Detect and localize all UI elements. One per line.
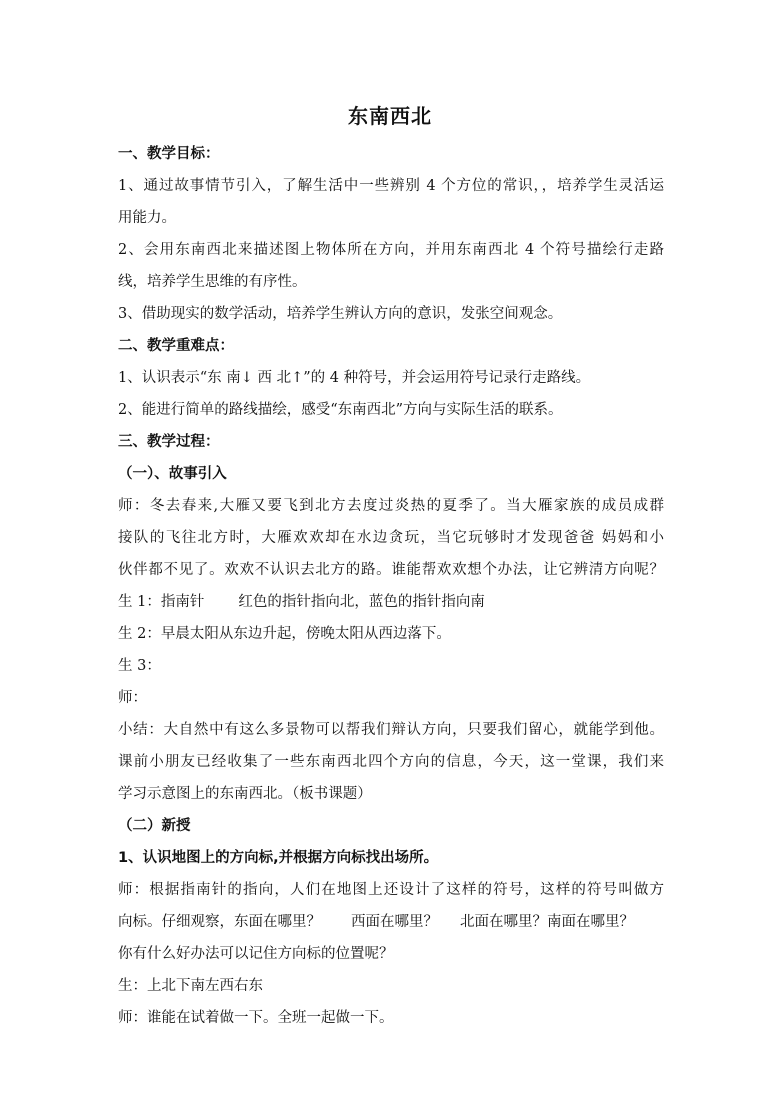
paragraph-line: 师：冬去春来,大雁又要飞到北方去度过炎热的夏季了。当大雁家族的成员成群 — [118, 498, 664, 514]
student-1-detail: 红色的指针指向北，蓝色的指针指向南 — [238, 594, 485, 610]
paragraph-line: 你有什么好办法可以记住方向标的位置呢？ — [118, 946, 394, 962]
paragraph-line: 线，培养学生思维的有序性。 — [118, 274, 307, 290]
question-east: 向标。仔细观察，东面在哪里？ — [118, 914, 321, 930]
paragraph-line: 接队的飞往北方时，大雁欢欢却在水边贪玩，当它玩够时才发现爸爸 妈妈和小 — [118, 530, 664, 546]
dialogue-line: 生：上北下南左西右东 — [118, 978, 263, 994]
question-west: 西面在哪里？ — [351, 914, 438, 930]
paragraph-line: 1、通过故事情节引入，了解生活中一些辨别 4 个方位的常识，，培养学生灵活运 — [118, 178, 664, 194]
paragraph-line: 学习示意图上的东南西北。（板书课题） — [118, 786, 372, 802]
paragraph-line: 2、会用东南西北来描述图上物体所在方向，并用东南西北 4 个符号描绘行走路 — [118, 242, 664, 258]
paragraph-line: 师：根据指南针的指向，人们在地图上还设计了这样的符号，这样的符号叫做方 — [118, 882, 664, 898]
question-north-south: 北面在哪里？南面在哪里？ — [460, 914, 634, 930]
section-heading-key-points: 二、教学重难点： — [118, 338, 234, 354]
dialogue-line — [118, 586, 664, 618]
section-heading-process: 三、教学过程： — [118, 434, 220, 450]
section-heading-objectives: 一、教学目标： — [118, 146, 220, 162]
paragraph-line: 用能力。 — [118, 210, 176, 226]
paragraph-line: 2、能进行简单的路线描绘，感受“东南西北”方向与实际生活的联系。 — [118, 402, 563, 418]
paragraph-line: 3、借助现实的数学活动，培养学生辨认方向的意识，发张空间观念。 — [118, 306, 563, 322]
paragraph-line: 课前小朋友已经收集了一些东南西北四个方向的信息，今天，这一堂课，我们来 — [118, 754, 664, 770]
paragraph-line: 小结：大自然中有这么多景物可以帮我们辩认方向，只要我们留心，就能学到他。 — [118, 722, 664, 738]
dialogue-line: 师：谁能在试着做一下。全班一起做一下。 — [118, 1010, 394, 1026]
dialogue-line: 生 3： — [118, 658, 161, 674]
document-body — [118, 138, 664, 1034]
dialogue-line: 生 2：早晨太阳从东边升起，傍晚太阳从西边落下。 — [118, 626, 451, 642]
student-1-answer: 生 1：指南针 — [118, 594, 205, 610]
dialogue-line: 师： — [118, 690, 147, 706]
paragraph-line — [118, 906, 664, 938]
subsection-heading-story: （一）、故事引入 — [118, 466, 227, 482]
page-title: 东南西北 — [348, 104, 432, 128]
paragraph-line: 伙伴都不见了。欢欢不认识去北方的路。谁能帮欢欢想个办法，让它辨清方向呢？ — [118, 562, 664, 578]
paragraph-line: 1、认识表示“东 南↓ 西 北↑”的 4 种符号，并会运用符号记录行走路线。 — [118, 370, 591, 386]
lesson-point-heading: 1、认识地图上的方向标,并根据方向标找出场所。 — [118, 850, 439, 866]
subsection-heading-new-lesson: （二）新授 — [118, 818, 191, 834]
